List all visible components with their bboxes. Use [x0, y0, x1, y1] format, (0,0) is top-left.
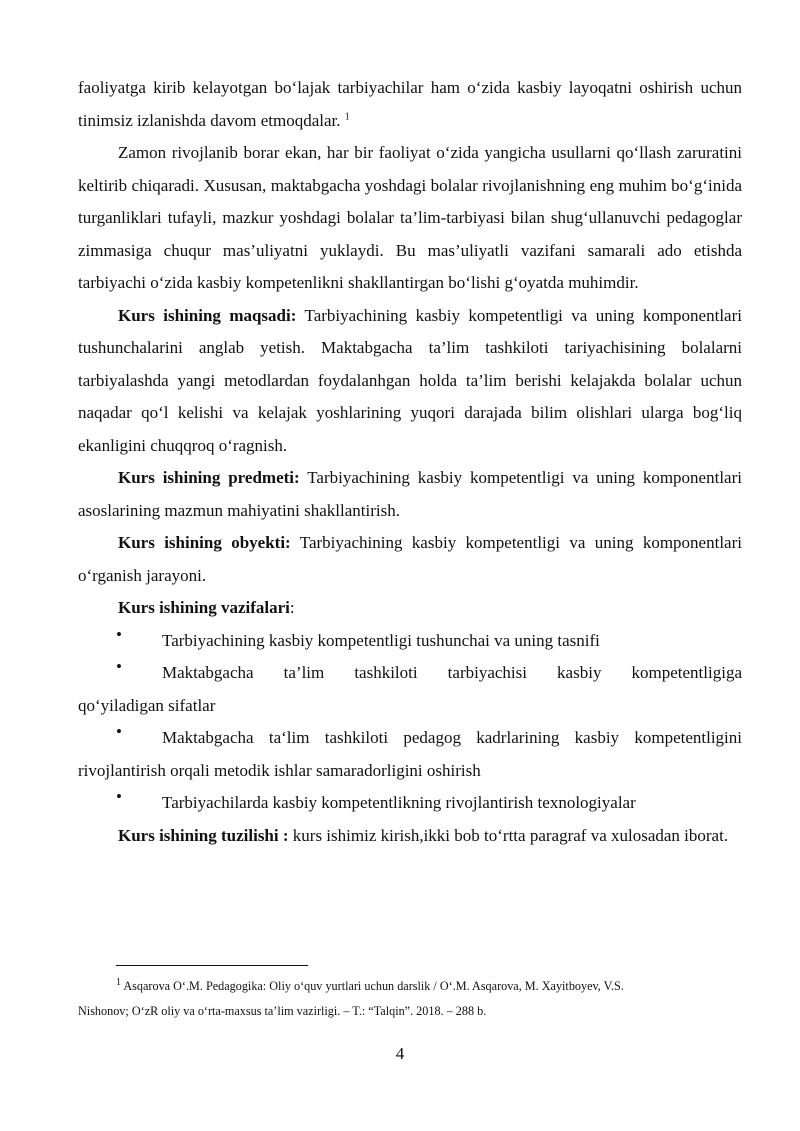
footnote-number: 1: [116, 976, 121, 988]
paragraph-obyekt: [78, 527, 742, 592]
predmet-text: Tarbiyachining kasbiy kompetentligi va uning komponentlari asoslarining mazmun mahiyatini shakllantirish.: [78, 468, 742, 520]
bullet-icon: •: [116, 657, 122, 676]
task-list-item: [78, 722, 742, 787]
paragraph-tuzilish: [78, 820, 742, 853]
vazifalar-label: Kurs ishining vazifalari: [118, 598, 290, 617]
vazifalar-colon: :: [289, 598, 295, 617]
task-list-item: [78, 787, 742, 820]
footnote-line: [116, 974, 742, 999]
footnote-reference[interactable]: 1: [344, 110, 350, 122]
task-text: Maktabgacha ta‘lim tashkiloti pedagog kadrlarining kasbiy kompetentligini: [162, 728, 742, 747]
footnote-separator: [116, 965, 308, 966]
task-list-item: [78, 625, 742, 658]
paragraph-zamon: Zamon rivojlanib borar ekan, har bir faoliyat o‘zida yangicha usullarni qo‘llash zaruratini keltirib chiqaradi. Xususan, maktabgacha yoshdagi bolalar rivojlanishning eng muhim bo‘g‘inida turganliklari tufayli, mazkur yoshdagi bolalar ta’lim-tarbiyasi bilan shug‘ullanuvchi pedagoglar zimmasiga chuqur mas’uliyatni yuklaydi. Bu mas’uliyatli vazifani samarali ado etishda tarbiyachi o‘zida kasbiy kompetenlikni shakllantirgan bo‘lishi g‘oyatda muhimdir.: [78, 143, 742, 292]
obyekt-label: Kurs ishining obyekti:: [118, 533, 291, 552]
maqsad-label: Kurs ishining maqsadi:: [118, 305, 297, 325]
bullet-icon: •: [116, 624, 122, 644]
bullet-icon: •: [116, 787, 122, 806]
footnote: [78, 974, 742, 1024]
body-text: [78, 72, 742, 852]
paragraph-vazifalar-heading: [78, 592, 742, 625]
task-list-item: [78, 657, 742, 722]
task-text: Tarbiyachilarda kasbiy kompetentlikning rivojlantirish texnologiyalar: [162, 793, 636, 812]
footnote-line: Nishonov; O‘zR oliy va o‘rta-maxsus ta’lim vazirligi. – T.: “Talqin”. 2018. – 288 b.: [78, 1004, 487, 1018]
task-text-continuation: rivojlantirish orqali metodik ishlar samaradorligini oshirish: [78, 760, 481, 780]
task-text: Maktabgacha ta’lim tashkiloti tarbiyachisi kasbiy kompetentligiga: [162, 663, 742, 682]
maqsad-text: Tarbiyachining kasbiy kompetentligi va uning komponentlari tushunchalarini anglab yetish. Maktabgacha ta’lim tashkiloti tariyachisining bolalarni tarbiyalashda yangi metodlardan foydalanhgan holda ta’lim berishi kelajakda bolalar uchun naqadar qo‘l kelishi va kelajak yoshlarining yuqori darajada bilim olishlari ularga bog‘liq ekanligini chuqqroq o‘ragnish.: [78, 305, 742, 455]
predmet-label: Kurs ishining predmeti:: [118, 468, 300, 487]
page-number: 4: [395, 1044, 405, 1063]
task-text-continuation: qo‘yiladigan sifatlar: [78, 695, 216, 715]
tuzilish-label: Kurs ishining tuzilishi :: [118, 825, 289, 845]
paragraph-predmet: [78, 462, 742, 527]
paragraph-maqsad: [78, 300, 742, 463]
tuzilish-text: kurs ishimiz kirish,ikki bob to‘rtta paragraf va xulosadan iborat.: [292, 825, 729, 845]
bullet-icon: •: [116, 722, 122, 741]
task-text: Tarbiyachining kasbiy kompetentligi tushunchai va uning tasnifi: [162, 630, 600, 650]
paragraph-text: faoliyatga kirib kelayotgan bo‘lajak tarbiyachilar ham o‘zida kasbiy layoqatni oshirish uchun tinimsiz izlanishda davom etmoqdalar.: [78, 78, 742, 130]
obyekt-text: Tarbiyachining kasbiy kompetentligi va uning komponentlari o‘rganish jarayoni.: [78, 533, 742, 585]
paragraph-intro-continuation: [78, 72, 742, 137]
footnote-text: Asqarova O‘.M. Pedagogika: Oliy o‘quv yurtlari uchun darslik / O‘.M. Asqarova, M. Xayitboyev, V.S.: [123, 979, 624, 993]
